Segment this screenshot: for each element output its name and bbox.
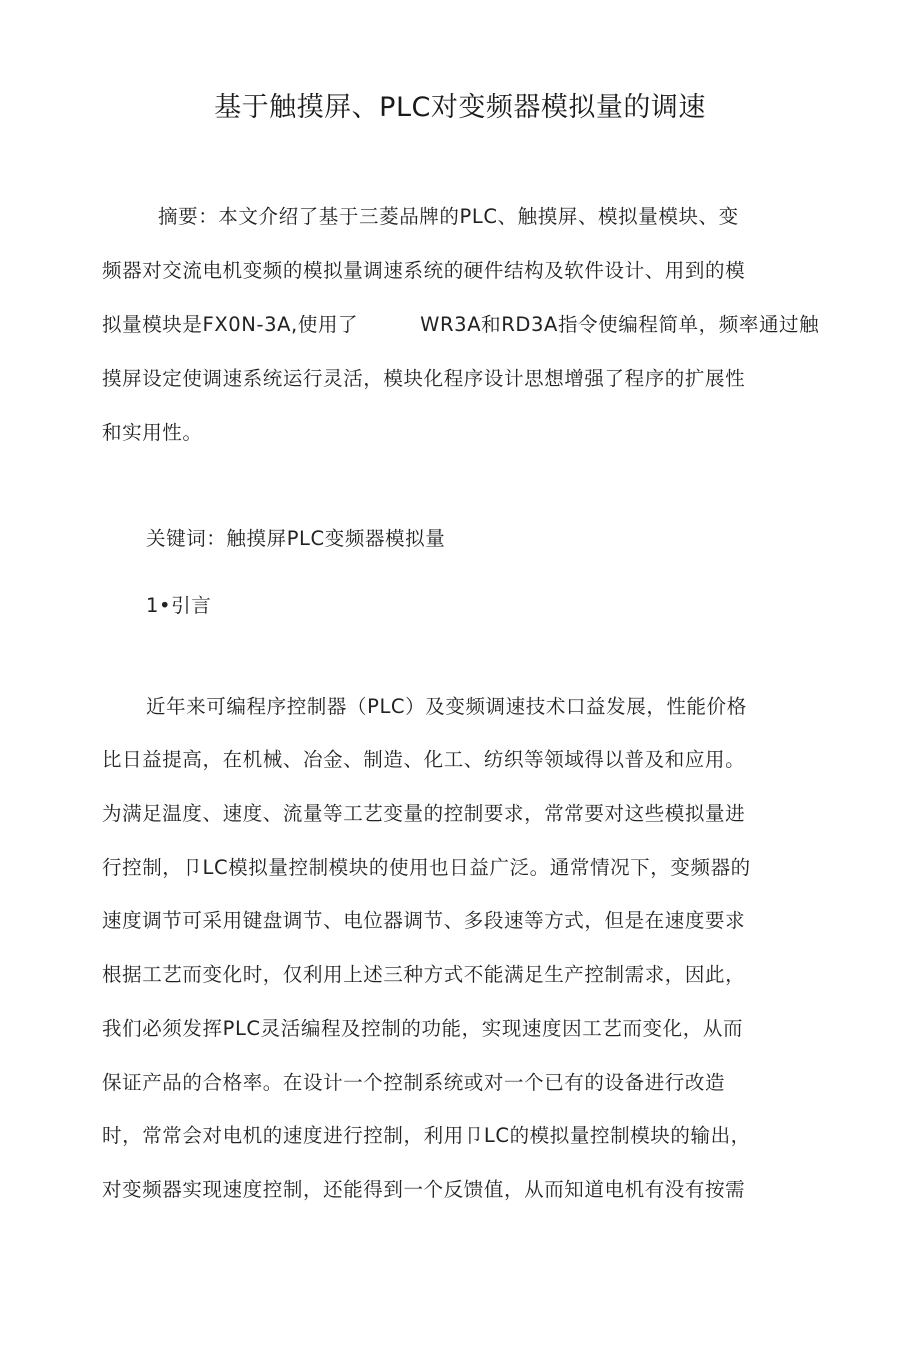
abstract-line: 摸屏设定使调速系统运行灵活，模块化程序设计思想增强了程序的扩展性 (102, 367, 746, 390)
body-line: 对变频器实现速度控制，还能得到一个反馈值，从而知道电机有没有按需 (102, 1178, 746, 1201)
abstract-line (102, 310, 819, 340)
abstract-line-part: WR3A和RD3A指令使编程简单，频率通过触 (420, 313, 820, 336)
abstract-line: 和实用性。 (102, 421, 203, 444)
body-line: 根据工艺而变化时，仅利用上述三种方式不能满足生产控制需求，因此， (102, 963, 746, 986)
body-line: 我们必须发挥PLC灵活编程及控制的功能，实现速度因工艺而变化，从而 (102, 1017, 744, 1040)
abstract-line-part: 拟量模块是FX0N-3A,使用了 (102, 313, 359, 336)
body-line: 行控制，卩LC模拟量控制模块的使用也日益广泛。通常情况下，变频器的 (102, 856, 751, 879)
document-title: 基于触摸屏、PLC对变频器模拟量的调速 (214, 92, 706, 123)
abstract-line: 摘要：本文介绍了基于三菱品牌的PLC、触摸屏、模拟量模块、变 (158, 205, 739, 228)
body-line: 为满足温度、速度、流量等工艺变量的控制要求，常常要对这些模拟量进 (102, 802, 746, 825)
body-line: 近年来可编程序控制器（PLC）及变频调速技术口益发展，性能价格 (146, 695, 747, 718)
keywords: 关键词：触摸屏PLC变频器模拟量 (146, 527, 446, 550)
body-line: 比日益提高，在机械、冶金、制造、化工、纺织等领域得以普及和应用。 (102, 748, 746, 771)
body-line: 保证产品的合格率。在设计一个控制系统或对一个已有的设备进行改造 (102, 1071, 726, 1094)
section-heading: 1•引言 (146, 594, 212, 617)
body-line: 速度调节可采用键盘调节、电位器调节、多段速等方式，但是在速度要求 (102, 909, 746, 932)
abstract-line: 频器对交流电机变频的模拟量调速系统的硬件结构及软件设计、用到的模 (102, 259, 746, 282)
body-line: 时，常常会对电机的速度进行控制，利用卩LC的模拟量控制模块的输出， (102, 1124, 751, 1147)
